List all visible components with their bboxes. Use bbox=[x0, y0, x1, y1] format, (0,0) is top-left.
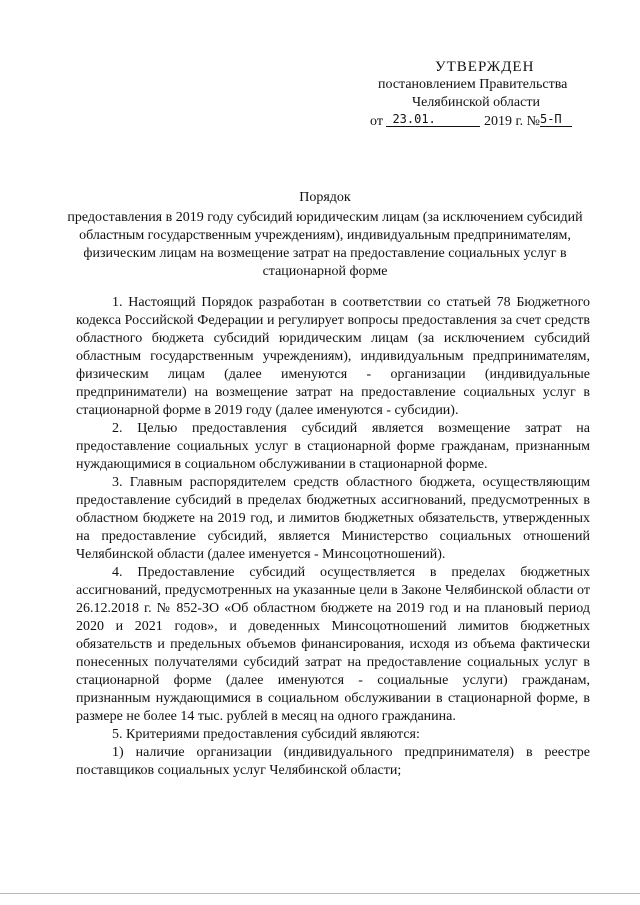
approval-date-value: 23.01. bbox=[386, 112, 480, 127]
paragraph-1: 1. Настоящий Порядок разработан в соответствии со статьей 78 Бюджетного кодекса Российской Федерации и регулирует вопросы предоставления за счет средств областного бюджета субсидий юридическим лицам (за исключением субсидий областным государственным учреждениям), индивидуальным предпринимателям, физическим лицам (далее именуются - организации (индивидуальные предприниматели) на возмещение затрат на предоставление социальных услуг в стационарной форме в 2019 году (далее именуются - субсидии). bbox=[76, 295, 590, 418]
document-body bbox=[76, 294, 590, 780]
paragraph-3: 3. Главным распорядителем средств областного бюджета, осуществляющим предоставление субсидий в пределах бюджетных ассигнований, предусмотренных в областном бюджете на 2019 год, и лимитов бюджетных обязательств, утвержденных на предоставление субсидий, является Министерство социальных отношений Челябинской области (далее именуется - Минсоцотношений). bbox=[76, 475, 590, 562]
approval-title: УТВЕРЖДЕН bbox=[435, 59, 535, 75]
page-bottom-edge bbox=[0, 893, 640, 894]
approval-date-line bbox=[370, 112, 630, 131]
paragraph-5: 5. Критериями предоставления субсидий являются: bbox=[112, 727, 420, 742]
document-heading bbox=[60, 189, 590, 281]
approval-date-prefix: от bbox=[370, 114, 383, 129]
paragraph-5-item-1: 1) наличие организации (индивидуального предпринимателя) в реестре поставщиков социальных услуг Челябинской области; bbox=[76, 745, 590, 778]
approval-region-line: Челябинской области bbox=[412, 95, 540, 110]
approval-decree-line: постановлением Правительства bbox=[378, 77, 568, 92]
approval-year-text: 2019 г. № bbox=[483, 114, 540, 129]
document-title: Порядок bbox=[299, 190, 351, 205]
document-subtitle: предоставления в 2019 году субсидий юридическим лицам (за исключением субсидий областным государственным учреждениям), индивидуальным предпринимателям, физическим лицам на возмещение затрат на предоставление социальных услуг в стационарной форме bbox=[67, 210, 583, 279]
approval-block bbox=[360, 58, 630, 131]
approval-number-value: 5-П bbox=[540, 112, 572, 127]
paragraph-2: 2. Целью предоставления субсидий является возмещение затрат на предоставление социальных услуг в стационарной форме гражданам, признанным нуждающимися в социальном обслуживании в стационарной форме. bbox=[76, 421, 590, 472]
paragraph-4: 4. Предоставление субсидий осуществляется в пределах бюджетных ассигнований, предусмотренных на указанные цели в Законе Челябинской области от 26.12.2018 г. № 852-ЗО «Об областном бюджете на 2019 год и на плановый период 2020 и 2021 годов», и доведенных Минсоцотношений лимитов бюджетных обязательств и предельных объемов финансирования, исходя из объема фактически понесенных получателями субсидий затрат на предоставление социальных услуг в стационарной форме (далее именуются - социальные услуги) гражданам, признанным нуждающимися в социальном обслуживании в стационарной форме, в размере не более 14 тыс. рублей в месяц на одного гражданина. bbox=[76, 565, 590, 724]
